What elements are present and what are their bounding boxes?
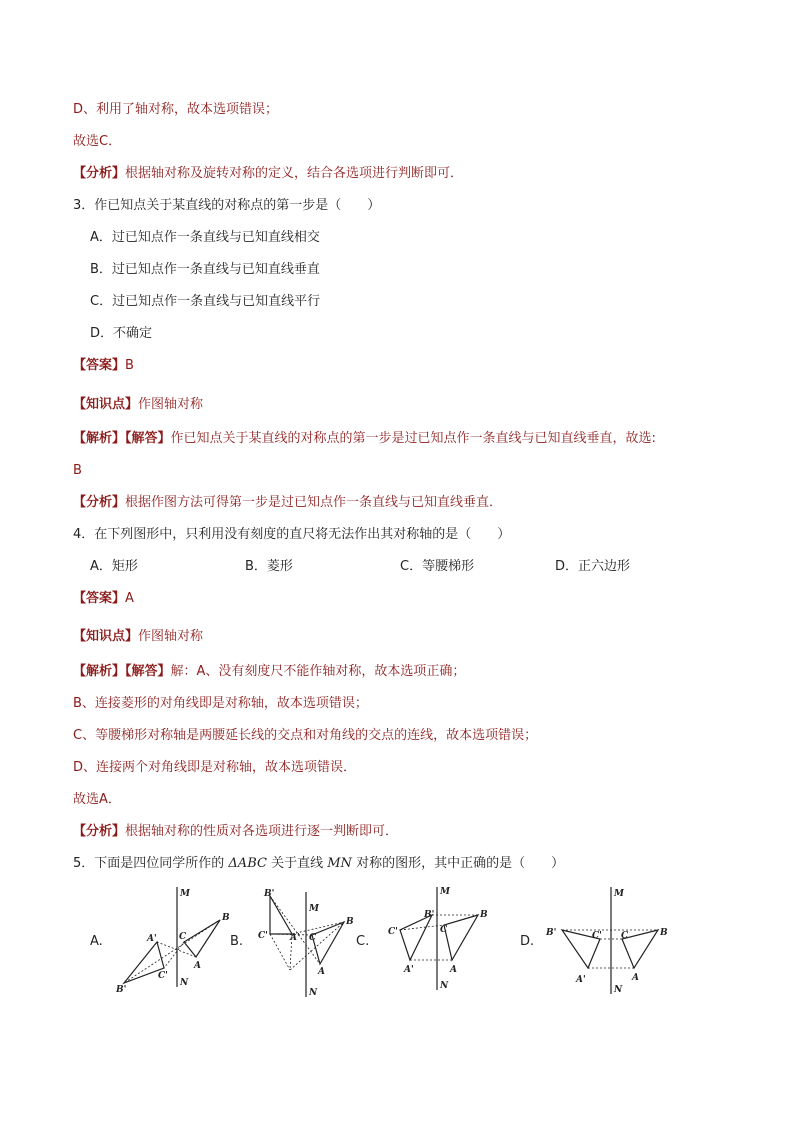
q4-knowledge-point [73, 628, 203, 646]
label-b: B [480, 910, 488, 920]
q4-option-b: B．菱形 [245, 559, 293, 574]
label-c: C [440, 925, 448, 935]
q3-analysis [73, 494, 502, 512]
kp-text: 作图轴对称 [138, 397, 204, 412]
label-c1: C' [258, 931, 268, 941]
q3-solution-cont: B [73, 463, 82, 478]
figure-a [112, 882, 232, 997]
q3-option-b: B．过已知点作一条直线与已知直线垂直 [90, 262, 320, 277]
label-c1: C' [158, 971, 168, 981]
q4-option-c: C．等腰梯形 [400, 559, 475, 574]
answer-tag: 【答案】 [73, 358, 126, 373]
q5-stem-a: 5．下面是四位同学所作的 [73, 856, 225, 871]
label-a: A [318, 967, 325, 977]
triangle-image [400, 915, 432, 960]
label-m: M [180, 889, 190, 899]
answer-value: B [125, 358, 134, 373]
figure-label-c: C. [356, 934, 370, 949]
kp-tag: 【知识点】 [73, 629, 139, 644]
analysis-text: 根据轴对称及旋转对称的定义，结合各选项进行判断即可． [125, 166, 464, 181]
label-a1: A' [290, 933, 300, 943]
analysis-tag: 【分析】 [73, 166, 126, 181]
analysis-tag: 【分析】 [73, 824, 126, 839]
q4-solution-line-d: D、连接两个对角线即是对称轴，故本选项错误． [73, 760, 357, 775]
figure-label-b: B. [230, 934, 244, 949]
label-b1: B' [264, 889, 275, 899]
figure-c [380, 882, 490, 997]
q3-stem: 3．作已知点关于某直线的对称点的第一步是（ ） [73, 198, 381, 213]
q4-solution [73, 663, 465, 681]
label-a: A [450, 965, 457, 975]
label-a: A [632, 973, 639, 983]
label-b1: B' [424, 910, 435, 920]
q4-solution-line-b: B、连接菱形的对角线即是对称轴，故本选项错误； [73, 696, 368, 711]
label-b: B [346, 917, 354, 927]
label-a1: A' [576, 975, 586, 985]
solution-text: 解：A、没有刻度尺不能作轴对称，故本选项正确； [170, 664, 466, 679]
analysis-text: 根据作图方法可得第一步是过已知点作一条直线与已知直线垂直． [125, 495, 503, 510]
label-c1: C' [592, 931, 602, 941]
solution-tag: 【解析】【解答】 [73, 431, 171, 446]
solution-tag: 【解析】【解答】 [73, 664, 171, 679]
q4-analysis [73, 823, 398, 841]
q3-option-c: C．过已知点作一条直线与已知直线平行 [90, 294, 321, 309]
prev-analysis [73, 165, 463, 183]
label-a1: A' [147, 934, 157, 944]
label-b: B [660, 928, 668, 938]
q4-solution-line-c: C、等腰梯形对称轴是两腰延长线的交点和对角线的交点的连线，故本选项错误； [73, 728, 538, 743]
q5-triangle: ΔABC [228, 856, 267, 871]
label-n: N [309, 988, 318, 998]
kp-tag: 【知识点】 [73, 397, 139, 412]
figure-label-a: A. [90, 934, 103, 949]
label-c: C [309, 933, 317, 943]
label-b: B [222, 913, 230, 923]
label-b1: B' [546, 928, 557, 938]
q4-option-a: A．矩形 [90, 559, 138, 574]
q3-answer [73, 357, 134, 375]
q3-knowledge-point [73, 396, 203, 414]
triangle-image [270, 896, 292, 934]
label-b1: B' [116, 985, 127, 995]
q3-option-a: A．过已知点作一条直线与已知直线相交 [90, 230, 320, 245]
label-m: M [309, 904, 319, 914]
label-c1: C' [388, 927, 398, 937]
q5-stem [73, 855, 564, 873]
label-n: N [614, 985, 623, 995]
figure-b [252, 882, 362, 1000]
triangle-abc [184, 920, 220, 957]
q5-stem-c: 对称的图形，其中正确的是（ ） [356, 856, 565, 871]
q5-line: MN [327, 856, 352, 871]
triangle-abc [444, 915, 478, 960]
label-m: M [440, 887, 450, 897]
label-c: C [621, 931, 629, 941]
q3-solution [73, 430, 656, 448]
q4-option-d: D．正六边形 [555, 559, 631, 574]
label-a1: A' [404, 965, 414, 975]
figure-label-d: D. [520, 934, 535, 949]
label-c: C [179, 932, 187, 942]
analysis-tag: 【分析】 [73, 495, 126, 510]
label-n: N [180, 978, 189, 988]
q4-choose: 故选A． [73, 792, 121, 807]
prev-choose: 故选C． [73, 134, 122, 149]
label-m: M [614, 889, 624, 899]
label-a: A [194, 961, 201, 971]
analysis-text: 根据轴对称的性质对各选项进行逐一判断即可． [125, 824, 399, 839]
q4-stem: 4．在下列图形中，只利用没有刻度的直尺将无法作出其对称轴的是（ ） [73, 527, 511, 542]
q3-option-d: D．不确定 [90, 326, 153, 341]
q5-stem-b: 关于直线 [271, 856, 324, 871]
kp-text: 作图轴对称 [138, 629, 204, 644]
solution-text: 作已知点关于某直线的对称点的第一步是过已知点作一条直线与已知直线垂直，故选: [170, 431, 656, 446]
answer-tag: 【答案】 [73, 591, 126, 606]
prev-option-d: D、利用了轴对称，故本选项错误； [73, 102, 279, 117]
label-n: N [440, 981, 449, 991]
q4-answer [73, 590, 134, 608]
answer-value: A [125, 591, 134, 606]
figure-d [542, 882, 672, 1000]
